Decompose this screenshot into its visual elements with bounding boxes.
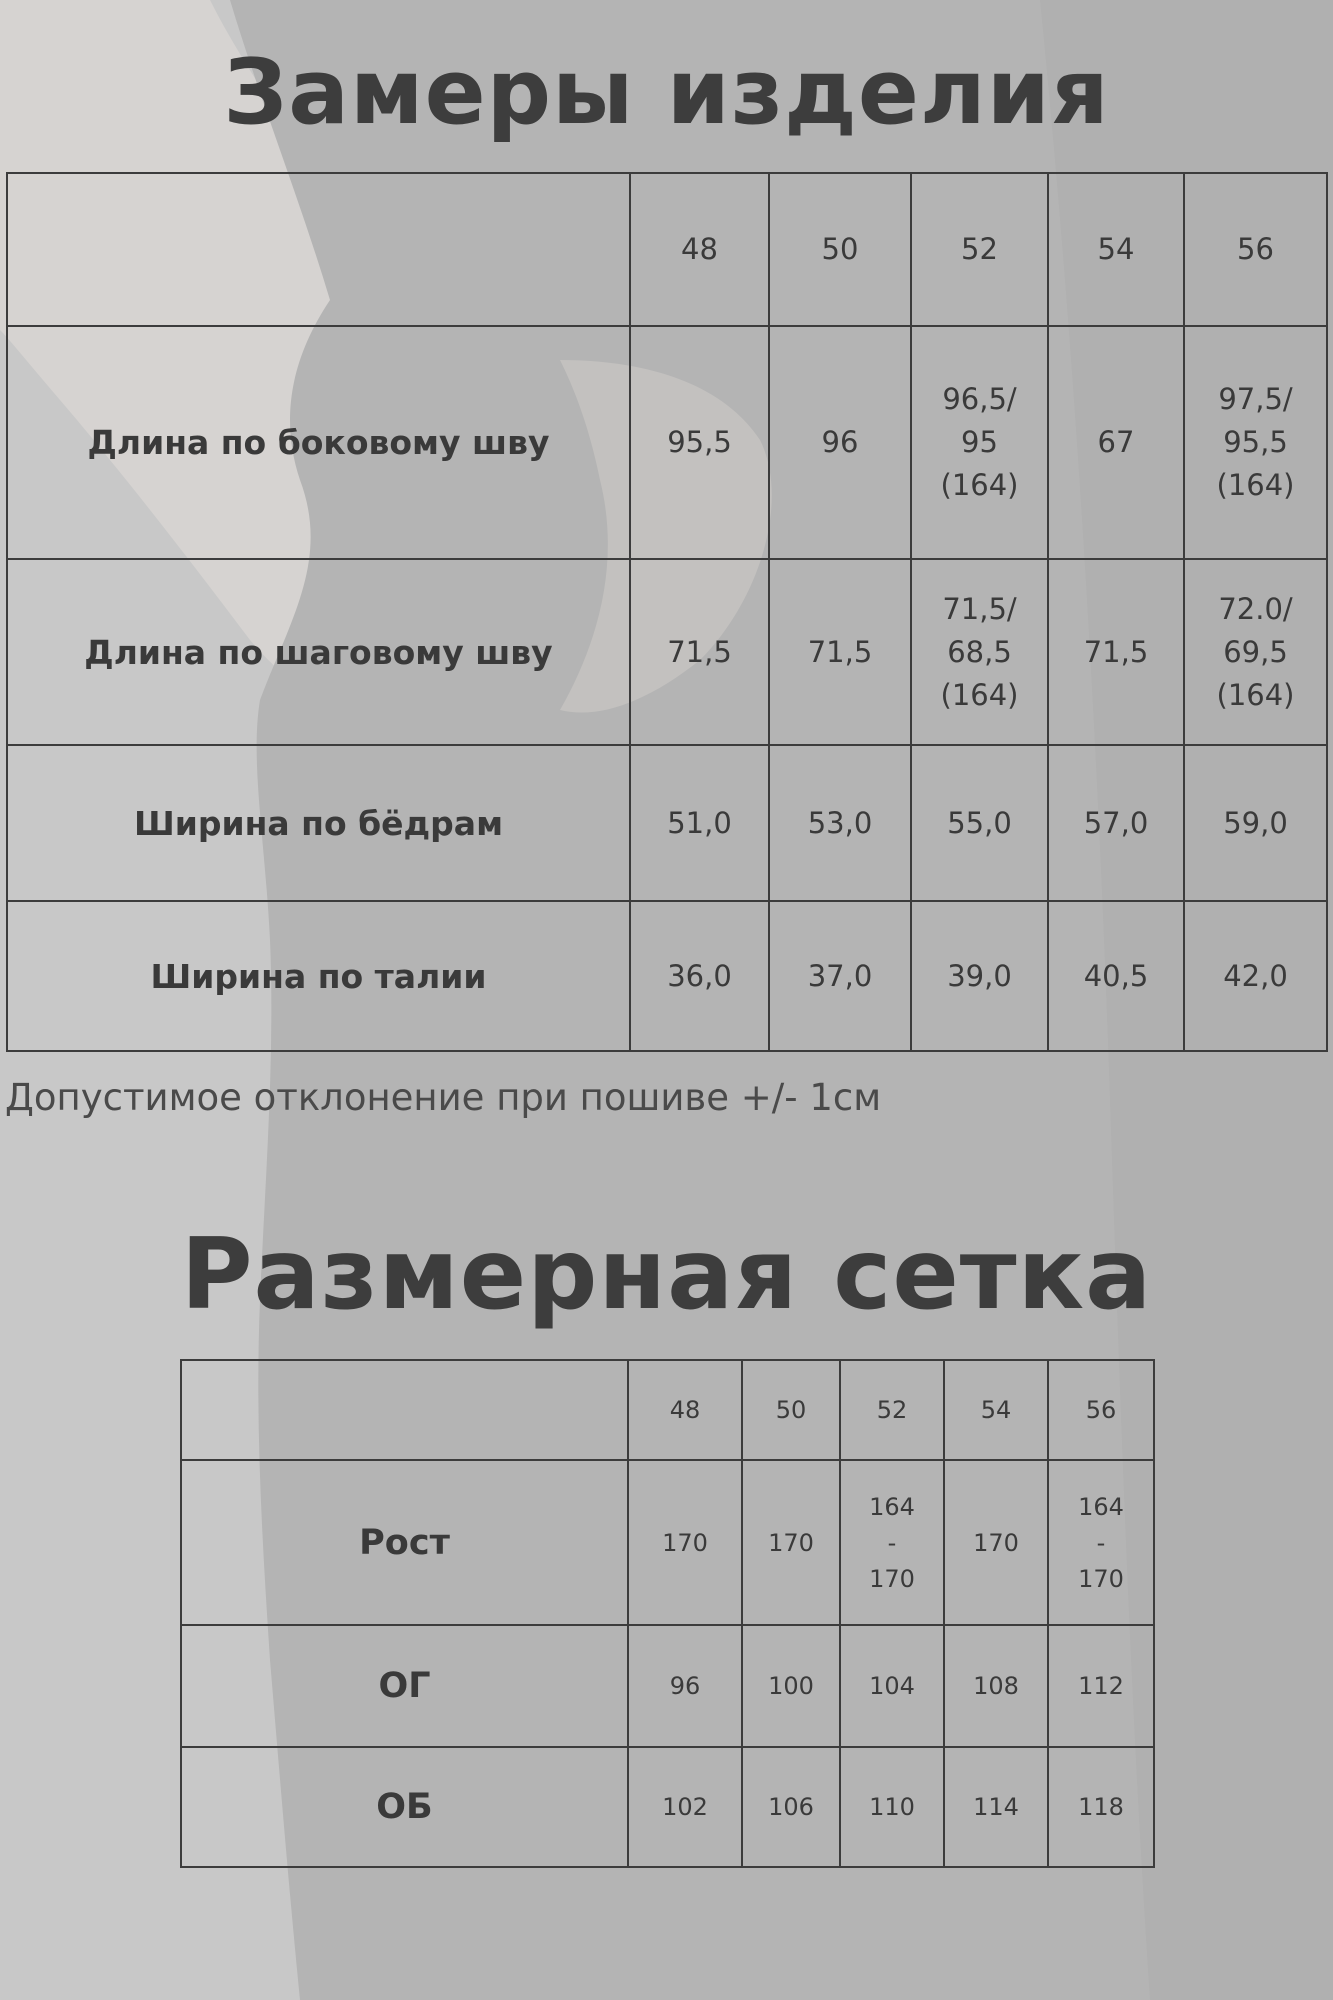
row-label: Длина по шаговому шву: [7, 559, 630, 745]
table-cell: 170: [944, 1460, 1048, 1625]
size-header: 48: [628, 1360, 742, 1460]
size-header: 50: [742, 1360, 840, 1460]
table-cell: 51,0: [630, 745, 769, 901]
table-cell: 36,0: [630, 901, 769, 1051]
table-header-row: [181, 1360, 1154, 1460]
corner-cell: [7, 173, 630, 326]
table-cell: 170: [628, 1460, 742, 1625]
table-cell: 106: [742, 1747, 840, 1867]
table-cell: 164 - 170: [840, 1460, 944, 1625]
row-label: ОГ: [181, 1625, 628, 1747]
table-cell: 59,0: [1184, 745, 1327, 901]
size-chart-table: [180, 1359, 1155, 1868]
table-cell: 71,5: [630, 559, 769, 745]
table-cell: 104: [840, 1625, 944, 1747]
row-label: Рост: [181, 1460, 628, 1625]
table-row: [7, 745, 1327, 901]
table-cell: 112: [1048, 1625, 1154, 1747]
size-header: 52: [840, 1360, 944, 1460]
table-cell: 67: [1048, 326, 1184, 559]
table-cell: 97,5/ 95,5 (164): [1184, 326, 1327, 559]
table-cell: 95,5: [630, 326, 769, 559]
table-cell: 55,0: [911, 745, 1048, 901]
measurements-table: [6, 172, 1328, 1052]
row-label: Ширина по бёдрам: [7, 745, 630, 901]
table-header-row: [7, 173, 1327, 326]
table-cell: 57,0: [1048, 745, 1184, 901]
table-cell: 96: [769, 326, 911, 559]
table-cell: 102: [628, 1747, 742, 1867]
table-cell: 96: [628, 1625, 742, 1747]
size-header: 48: [630, 173, 769, 326]
table-cell: 37,0: [769, 901, 911, 1051]
table-cell: 71,5: [1048, 559, 1184, 745]
size-header: 50: [769, 173, 911, 326]
table-cell: 100: [742, 1625, 840, 1747]
size-header: 54: [1048, 173, 1184, 326]
table-row: [181, 1747, 1154, 1867]
table-cell: 118: [1048, 1747, 1154, 1867]
size-header: 56: [1184, 173, 1327, 326]
row-label: Ширина по талии: [7, 901, 630, 1051]
table-row: [181, 1460, 1154, 1625]
table-cell: 40,5: [1048, 901, 1184, 1051]
table-cell: 72.0/ 69,5 (164): [1184, 559, 1327, 745]
size-header: 54: [944, 1360, 1048, 1460]
row-label: ОБ: [181, 1747, 628, 1867]
size-header: 52: [911, 173, 1048, 326]
corner-cell: [181, 1360, 628, 1460]
table-cell: 170: [742, 1460, 840, 1625]
table-row: [7, 559, 1327, 745]
table-row: [7, 901, 1327, 1051]
table-cell: 96,5/ 95 (164): [911, 326, 1048, 559]
measurements-title: Замеры изделия: [223, 40, 1110, 145]
table-cell: 42,0: [1184, 901, 1327, 1051]
table-row: [7, 326, 1327, 559]
table-row: [181, 1625, 1154, 1747]
table-cell: 114: [944, 1747, 1048, 1867]
table-cell: 110: [840, 1747, 944, 1867]
size-header: 56: [1048, 1360, 1154, 1460]
table-cell: 108: [944, 1625, 1048, 1747]
table-cell: 71,5/ 68,5 (164): [911, 559, 1048, 745]
size-chart-title: Размерная сетка: [180, 1218, 1153, 1332]
tolerance-note: Допустимое отклонение при пошиве +/- 1см: [5, 1076, 882, 1119]
table-cell: 39,0: [911, 901, 1048, 1051]
table-cell: 53,0: [769, 745, 911, 901]
row-label: Длина по боковому шву: [7, 326, 630, 559]
table-cell: 71,5: [769, 559, 911, 745]
table-cell: 164 - 170: [1048, 1460, 1154, 1625]
